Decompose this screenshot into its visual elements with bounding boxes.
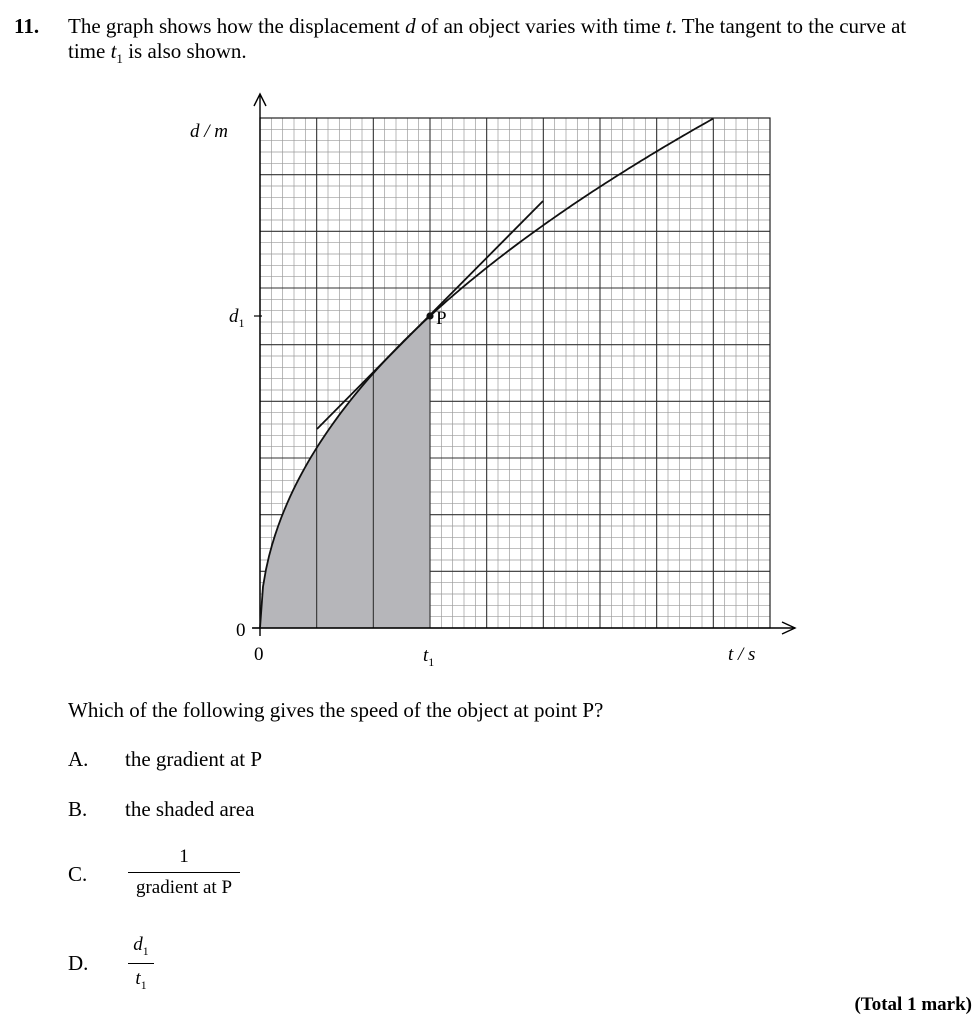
question-stem: The graph shows how the displacement d of an object varies with time t. The tangent to the curve at time $t_1$ is also shown. bbox=[68, 14, 907, 67]
point-p-label: P bbox=[436, 308, 447, 329]
total-mark: (Total 1 mark) bbox=[854, 994, 972, 1015]
option-c-letter: C. bbox=[68, 862, 88, 886]
question-number: 11. bbox=[14, 14, 40, 38]
option-d-fraction-bar bbox=[128, 963, 154, 964]
y-axis-label: d / m bbox=[190, 121, 228, 142]
option-c-fraction bbox=[128, 846, 240, 899]
option-b-text: the shaded area bbox=[125, 797, 255, 821]
option-c-denominator: gradient at P bbox=[135, 877, 233, 898]
x-axis-label: t / s bbox=[728, 644, 756, 665]
point-p-marker bbox=[426, 312, 433, 319]
option-a-letter: A. bbox=[68, 747, 89, 771]
option-d-numerator: $d_1$ bbox=[133, 934, 149, 958]
option-d-letter: D. bbox=[68, 951, 89, 975]
option-d-fraction bbox=[128, 934, 154, 993]
option-c-fraction-bar bbox=[128, 872, 240, 873]
y-zero-label: 0 bbox=[236, 620, 246, 641]
option-d-denominator: $t_1$ bbox=[135, 967, 147, 992]
option-b-letter: B. bbox=[68, 797, 88, 821]
t1-label: $t_1$ bbox=[423, 645, 435, 669]
option-a-text: the gradient at P bbox=[125, 747, 263, 771]
option-c-numerator: 1 bbox=[179, 846, 189, 867]
x-zero-label: 0 bbox=[254, 644, 264, 665]
shaded-area bbox=[260, 316, 430, 628]
d1-label: $d_1$ bbox=[229, 306, 245, 330]
question-prompt: Which of the following gives the speed of the object at point P? bbox=[68, 698, 604, 722]
